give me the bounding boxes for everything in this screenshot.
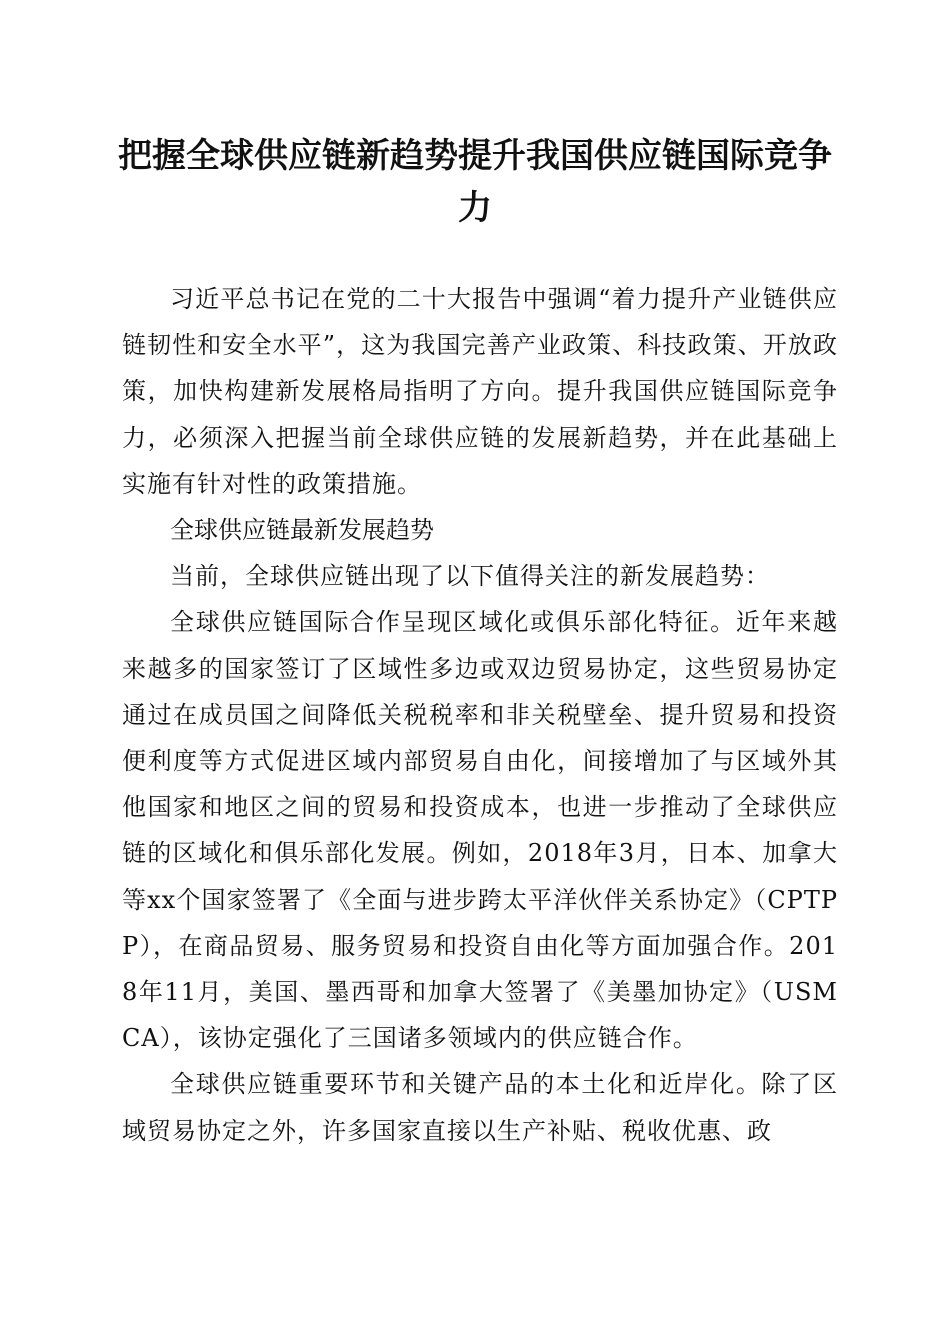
document-body [122,276,838,1154]
paragraph-regionalization: 全球供应链国际合作呈现区域化或俱乐部化特征。近年来越来越多的国家签订了区域性多边或双边贸易协定，这些贸易协定通过在成员国之间降低关税税率和非关税壁垒、提升贸易和投资便利度等方式促进区域内部贸易自由化，间接增加了与区域外其他国家和地区之间的贸易和投资成本，也进一步推动了全球供应链的区域化和俱乐部化发展。例如，2018年3月，日本、加拿大等xx个国家签署了《全面与进步跨太平洋伙伴关系协定》（CPTPP），在商品贸易、服务贸易和投资自由化等方面加强合作。2018年11月，美国、墨西哥和加拿大签署了《美墨加协定》（USMCA），该协定强化了三国诸多领域内的供应链合作。 [122,608,838,1053]
paragraph-localization: 全球供应链重要环节和关键产品的本土化和近岸化。除了区域贸易协定之外，许多国家直接以生产补贴、税收优惠、政 [122,1070,838,1145]
section-heading: 全球供应链最新发展趋势 [170,516,434,545]
paragraph-lead: 当前，全球供应链出现了以下值得关注的新发展趋势： [170,562,770,591]
paragraph-intro: 习近平总书记在党的二十大报告中强调“着力提升产业链供应链韧性和安全水平”，这为我国完善产业政策、科技政策、开放政策，加快构建新发展格局指明了方向。提升我国供应链国际竞争力，必须深入把握当前全球供应链的发展新趋势，并在此基础上实施有针对性的政策措施。 [122,285,838,498]
document-title: 把握全球供应链新趋势提升我国供应链国际竞争力 [118,136,832,228]
